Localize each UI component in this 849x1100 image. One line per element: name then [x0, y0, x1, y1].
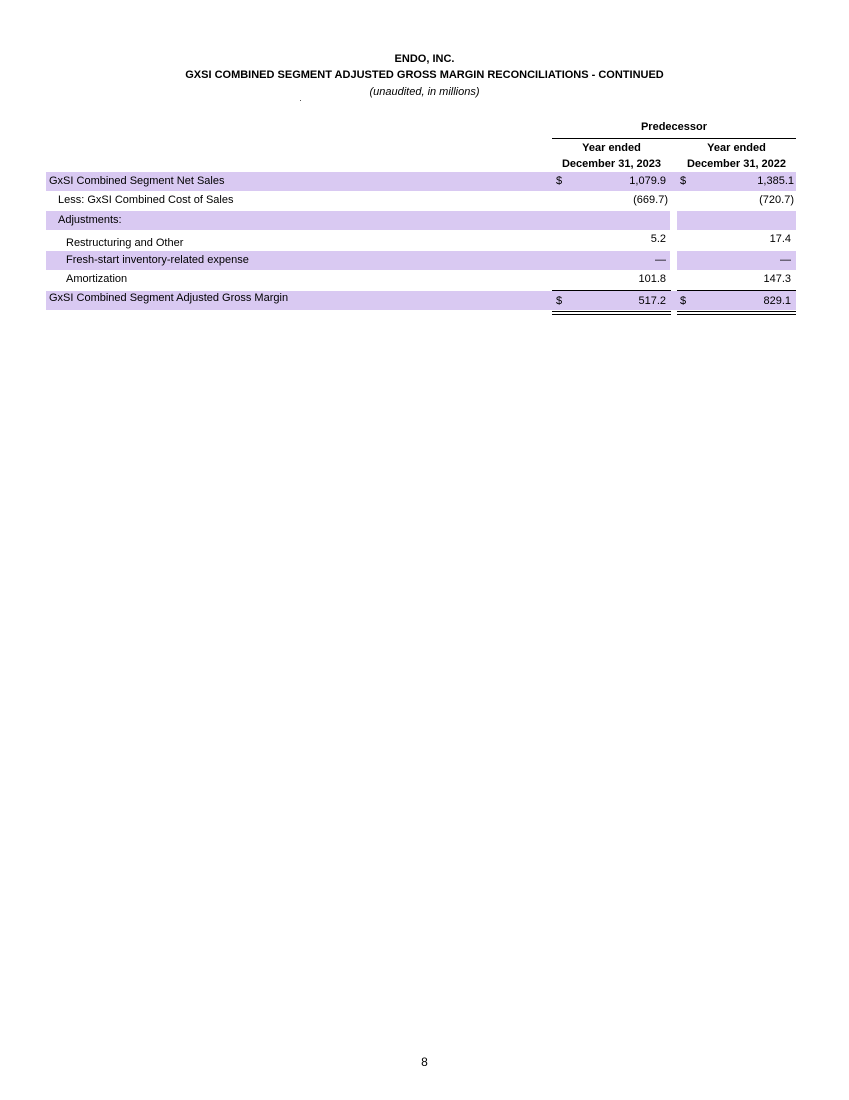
table-row [46, 233, 796, 252]
row-label: GxSI Combined Segment Adjusted Gross Margin [49, 292, 289, 304]
value-2022: 17.4 [769, 233, 791, 245]
row-label: Less: GxSI Combined Cost of Sales [58, 194, 234, 206]
table-row [46, 251, 796, 270]
total-double-rule [677, 311, 796, 312]
value-2023: 1,079.9 [629, 175, 666, 187]
predecessor-header: Predecessor [640, 121, 708, 133]
row-label: GxSI Combined Segment Net Sales [49, 175, 225, 187]
table-row [46, 172, 796, 191]
value-2022: 147.3 [763, 273, 791, 285]
page-number: 8 [421, 1055, 428, 1069]
row-label: Restructuring and Other [66, 237, 184, 249]
row-label: Adjustments: [58, 214, 122, 226]
table-row [46, 211, 796, 230]
currency-symbol: $ [680, 295, 687, 307]
report-title: GXSI COMBINED SEGMENT ADJUSTED GROSS MARGIN RECONCILIATIONS - CONTINUED [185, 69, 664, 81]
currency-symbol: $ [556, 175, 563, 187]
company-name: ENDO, INC. [394, 53, 455, 65]
col1-line2: December 31, 2023 [561, 158, 662, 170]
value-2022: 829.1 [763, 295, 791, 307]
value-2023: 101.8 [638, 273, 666, 285]
row-shading [46, 211, 670, 230]
row-shading [677, 211, 796, 230]
total-double-rule [552, 311, 671, 312]
predecessor-rule [552, 138, 796, 139]
row-label: Amortization [66, 273, 128, 285]
table-row [46, 270, 796, 289]
currency-symbol: $ [680, 175, 687, 187]
col2-line1: Year ended [707, 142, 766, 154]
row-label: Fresh-start inventory-related expense [66, 254, 249, 266]
value-2022: (720.7) [759, 194, 794, 206]
value-2022: — [780, 254, 791, 266]
table-row [46, 291, 796, 310]
table-row [46, 191, 796, 210]
value-2023: 5.2 [650, 233, 666, 245]
value-2022: 1,385.1 [757, 175, 794, 187]
currency-symbol: $ [556, 295, 563, 307]
stray-dot [300, 100, 301, 101]
col1-line1: Year ended [582, 142, 641, 154]
value-2023: — [655, 254, 666, 266]
value-2023: (669.7) [633, 194, 668, 206]
value-2023: 517.2 [638, 295, 666, 307]
col2-line2: December 31, 2022 [686, 158, 787, 170]
report-subtitle: (unaudited, in millions) [369, 86, 480, 98]
total-double-rule [552, 314, 671, 315]
total-double-rule [677, 314, 796, 315]
